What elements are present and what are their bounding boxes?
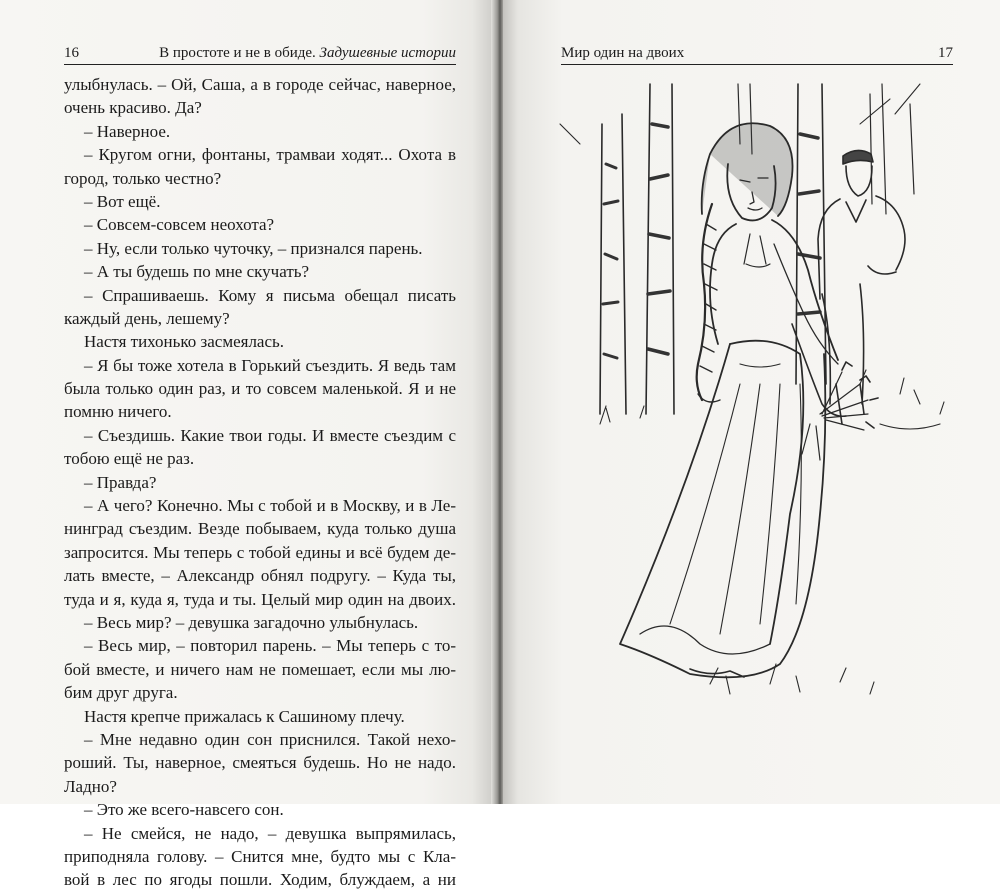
text-line: вой в лес по ягоды пошли. Ходим, блуждаем, а ни	[64, 870, 456, 890]
text-line: – Вот ещё.	[84, 191, 161, 211]
text-line: – А ты будешь по мне скучать?	[84, 262, 310, 282]
text-line: бой вместе, и ничего нам не помешает, если мы лю-	[64, 659, 456, 679]
text-line: туда и я, куда я, туда и ты. Целый мир один на двоих.	[64, 589, 456, 609]
text-line: – Наверное.	[84, 121, 171, 141]
text-line: – Я бы тоже хотела в Горький съездить. Я ведь там	[84, 355, 456, 375]
text-line: – Кругом огни, фонтаны, трамваи ходят... Охота в	[84, 145, 456, 165]
page-number-right: 17	[938, 45, 953, 61]
text-line: – Это же всего-навсего сон.	[84, 800, 284, 820]
text-line: Настя крепче прижалась к Сашиному плечу.	[84, 706, 405, 726]
text-line: – Мне недавно один сон приснился. Такой нехо-	[84, 729, 456, 749]
text-line: лать вместе, – Александр обнял подругу. – Куда ты,	[64, 566, 456, 586]
text-line: приподняла голову. – Снится мне, будто мы с Кла-	[64, 846, 456, 866]
running-title-right: Мир один на двоих	[561, 45, 685, 61]
text-line: бим друг друга.	[64, 683, 178, 703]
text-line: – Съездишь. Какие твои годы. И вместе съездим с	[84, 425, 456, 445]
body-text	[64, 73, 456, 892]
text-line: была только один раз, и то совсем маленькой. Я и не	[64, 379, 456, 399]
grass-ground	[600, 364, 944, 694]
right-running-head	[561, 42, 953, 65]
text-line: улыбнулась. – Ой, Саша, а в городе сейчас, наверное,	[64, 75, 456, 94]
text-line: очень красиво. Да?	[64, 98, 202, 118]
text-line: город, только честно?	[64, 168, 222, 188]
text-line: – Весь мир, – повторил парень. – Мы теперь с то-	[84, 636, 456, 656]
text-line: нинград съездим. Везде побываем, куда только душа	[64, 519, 456, 539]
text-line: роший. Ты, наверное, смеяться будешь. Но не надо.	[64, 753, 456, 773]
text-line: Настя тихонько засмеялась.	[84, 332, 285, 352]
illustration-drawing	[560, 84, 950, 724]
story-illustration	[560, 84, 950, 724]
text-line: – Правда?	[84, 472, 157, 492]
text-line: помню ничего.	[64, 402, 172, 422]
text-line: запросится. Мы теперь с тобой едины и всё будем де-	[64, 542, 456, 562]
text-line: Ладно?	[64, 776, 117, 796]
page-number-left: 16	[64, 45, 79, 61]
running-title-italic: Задушевные истории	[319, 45, 456, 61]
text-line: – Весь мир? – девушка загадочно улыбнулась.	[84, 612, 419, 632]
running-title-plain: В простоте и не в обиде.	[159, 45, 320, 61]
girl-figure	[620, 123, 878, 677]
text-line: – Не смейся, не надо, – девушка выпрямилась,	[84, 823, 456, 843]
running-title-left	[159, 42, 456, 64]
left-running-head	[64, 42, 456, 65]
left-page	[0, 0, 497, 890]
text-line: – Спрашиваешь. Кому я письма обещал писать	[84, 285, 456, 305]
text-line: – Ну, если только чуточку, – признался парень.	[84, 238, 423, 258]
text-line: – Совсем-совсем неохота?	[84, 215, 275, 235]
young-man-figure	[818, 150, 905, 424]
text-line: – А чего? Конечно. Мы с тобой и в Москву, и в Ле-	[84, 496, 456, 516]
text-line: тобою ещё не раз.	[64, 449, 195, 469]
text-line: каждый день, лешему?	[64, 308, 230, 328]
